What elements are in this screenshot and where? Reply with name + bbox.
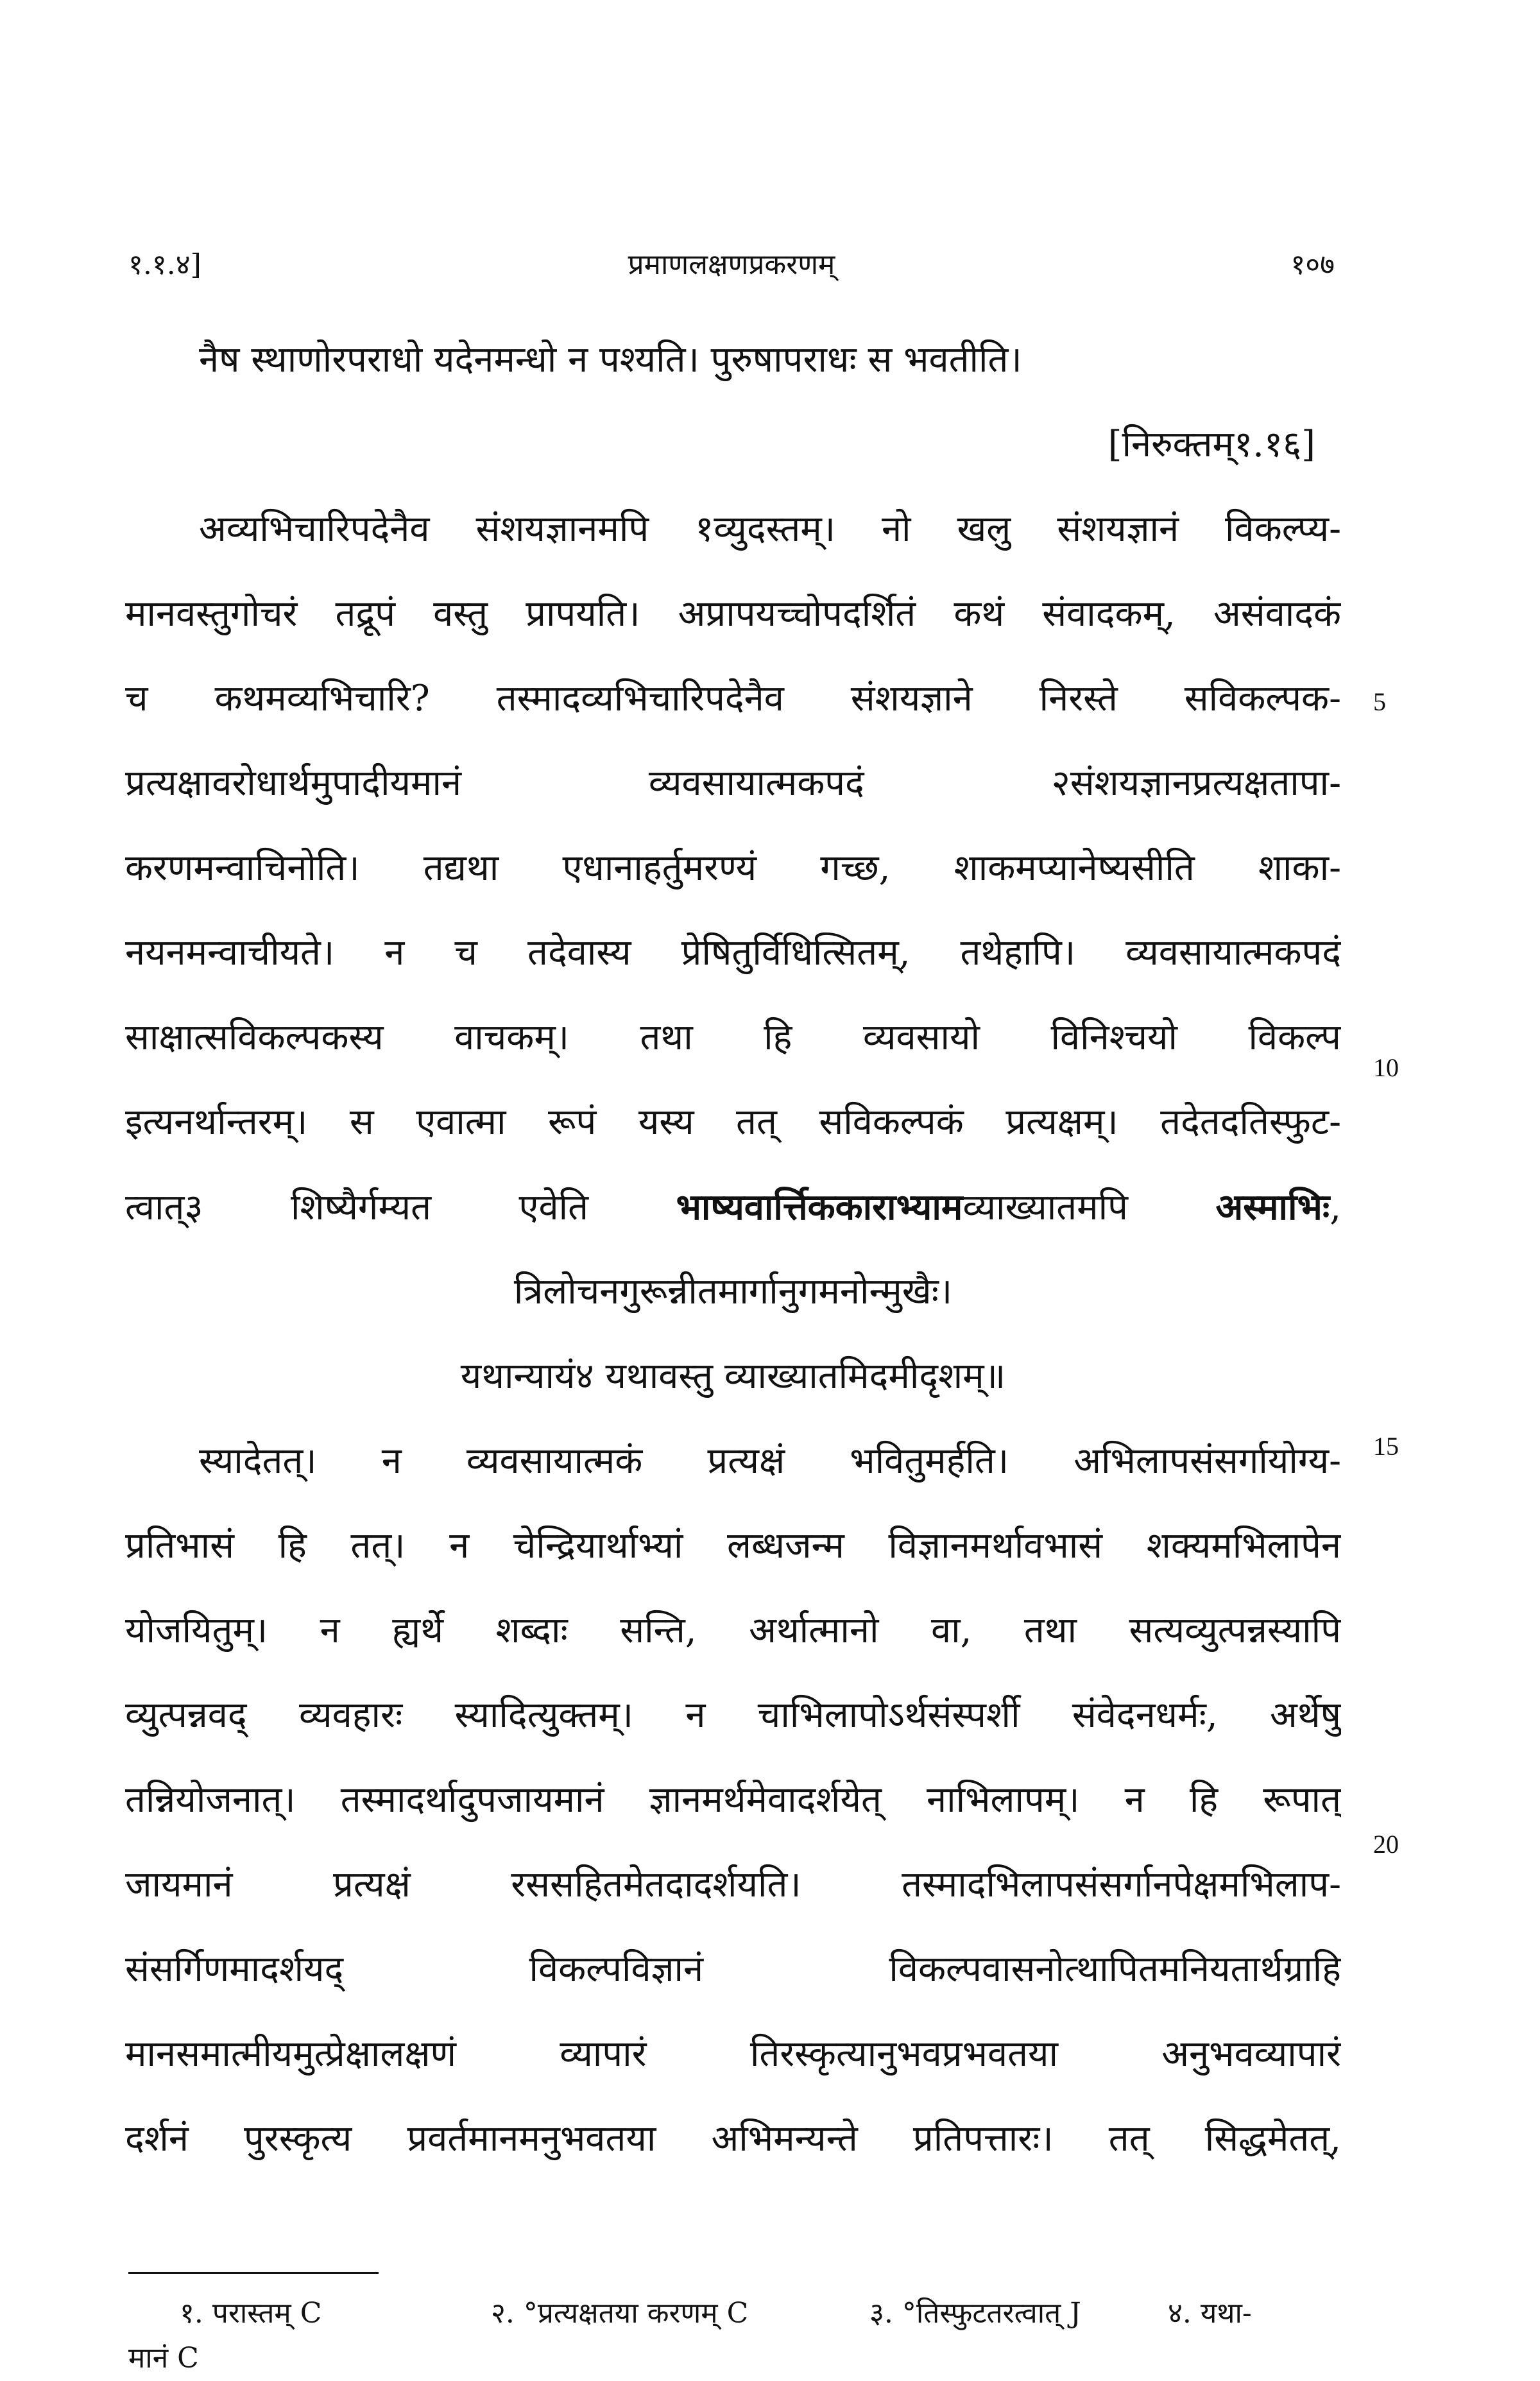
text-line: प्रतिभासं हि तत्। न चेन्द्रियार्थाभ्यां लब्धजन्म विज्ञानमर्थावभासं शक्यमभिलापेन: [125, 1525, 1341, 1567]
text-line: दर्शनं पुरस्कृत्य प्रवर्तमानमनुभवतया अभिमन्यन्ते प्रतिपत्तारः। तत् सिद्धमेतत्,: [125, 2118, 1341, 2160]
text-line: नैष स्थाणोरपराधो यदेनमन्धो न पश्यति। पुरुषापराधः स भवतीति।: [199, 339, 1022, 381]
section-reference: १.१.४]: [128, 248, 201, 281]
verse-line: त्रिलोचनगुरून्नीतमार्गानुगमनोन्मुखैः।: [513, 1271, 953, 1312]
footnote: १. परास्तम् C: [180, 2297, 322, 2330]
text-segment: ,: [1330, 1187, 1341, 1228]
text-line: प्रत्यक्षावरोधार्थमुपादीयमानं व्यवसायात्मकपदं २संशयज्ञानप्रत्यक्षतापा-: [125, 762, 1341, 804]
footnote: ४. यथा-: [1168, 2297, 1252, 2330]
text-line: मानसमात्मीयमुत्प्रेक्षालक्षणं व्यापारं तिरस्कृत्यानुभवप्रभवतया अनुभवव्यापारं: [125, 2033, 1341, 2075]
text-line: इत्यनर्थान्तरम्। स एवात्मा रूपं यस्य तत् सविकल्पकं प्रत्यक्षम्। तदेतदतिस्फुट-: [125, 1101, 1341, 1143]
line-number: 20: [1373, 1830, 1399, 1859]
text-line: मानवस्तुगोचरं तद्रूपं वस्तु प्रापयति। अप्रापयच्चोपदर्शितं कथं संवादकम्, असंवादकं: [125, 593, 1341, 635]
text-line: तन्नियोजनात्। तस्मादर्थादुपजायमानं ज्ञानमर्थमेवादर्शयेत् नाभिलापम्। न हि रूपात्: [125, 1779, 1341, 1821]
text-line: नयनमन्वाचीयते। न च तदेवास्य प्रेषितुर्विधित्सितम्, तथेहापि। व्यवसायात्मकपदं: [125, 932, 1341, 974]
verse-line: यथान्यायं४ यथावस्तु व्याख्यातमिदमीदृशम्॥: [460, 1355, 1006, 1397]
line-number: 10: [1373, 1053, 1399, 1082]
line-number: 5: [1373, 687, 1386, 716]
text-line: जायमानं प्रत्यक्षं रससहितमेतदादर्शयति। तस्मादभिलापसंसर्गानपेक्षमभिलाप-: [125, 1864, 1341, 1905]
text-line: संसर्गिणमादर्शयद् विकल्पविज्ञानं विकल्पवासनोत्थापितमनियतार्थग्राहि: [125, 1948, 1341, 1990]
bold-segment: अस्माभिः: [1215, 1186, 1330, 1228]
running-header: [128, 244, 1335, 289]
text-segment: व्याख्यातमपि: [963, 1187, 1128, 1228]
page-number: १०७: [1290, 248, 1335, 281]
footnote: २. °प्रत्यक्षतया करणम् C: [491, 2297, 749, 2330]
text-line: योजयितुम्। न ह्यर्थे शब्दाः सन्ति, अर्थात्मानो वा, तथा सत्यव्युत्पन्नस्यापि: [125, 1610, 1341, 1651]
footnotes: [128, 2291, 1335, 2381]
citation: [निरुक्तम्१.१६]: [1108, 424, 1315, 465]
text-line: स्यादेतत्। न व्यवसायात्मकं प्रत्यक्षं भवितुमर्हति। अभिलापसंसर्गायोग्य-: [199, 1440, 1341, 1482]
footnote-divider: [128, 2272, 379, 2274]
footnote-continuation: मानं C: [128, 2342, 199, 2375]
bold-segment: भाष्यवार्त्तिककाराभ्याम: [676, 1186, 963, 1228]
page-title: प्रमाणलक्षणप्रकरणम्: [628, 248, 835, 281]
footnote-row: [128, 2291, 1335, 2336]
text-line: करणमन्वाचिनोति। तद्यथा एधानाहर्तुमरण्यं गच्छ, शाकमप्यानेष्यसीति शाका-: [125, 847, 1341, 889]
footnote: ३. °तिस्फुटतरत्वात् J: [869, 2297, 1081, 2330]
text-line: अव्यभिचारिपदेनैव संशयज्ञानमपि १व्युदस्तम्। नो खलु संशयज्ञानं विकल्प्य-: [199, 508, 1341, 550]
text-line: साक्षात्सविकल्पकस्य वाचकम्। तथा हि व्यवसायो विनिश्चयो विकल्प: [125, 1017, 1341, 1058]
text-segment: त्वात्३ शिष्यैर्गम्यत एवेति: [125, 1187, 589, 1228]
text-line-mixed: [125, 1165, 1341, 1250]
text-line: च कथमव्यभिचारि? तस्मादव्यभिचारिपदेनैव संशयज्ञाने निरस्ते सविकल्पक-: [125, 678, 1341, 719]
line-number: 15: [1373, 1432, 1399, 1461]
main-text: [125, 318, 1341, 2181]
text-line: व्युत्पन्नवद् व्यवहारः स्यादित्युक्तम्। न चाभिलापोऽर्थसंस्पर्शी संवेदनधर्मः, अर्थेषु: [125, 1694, 1341, 1736]
